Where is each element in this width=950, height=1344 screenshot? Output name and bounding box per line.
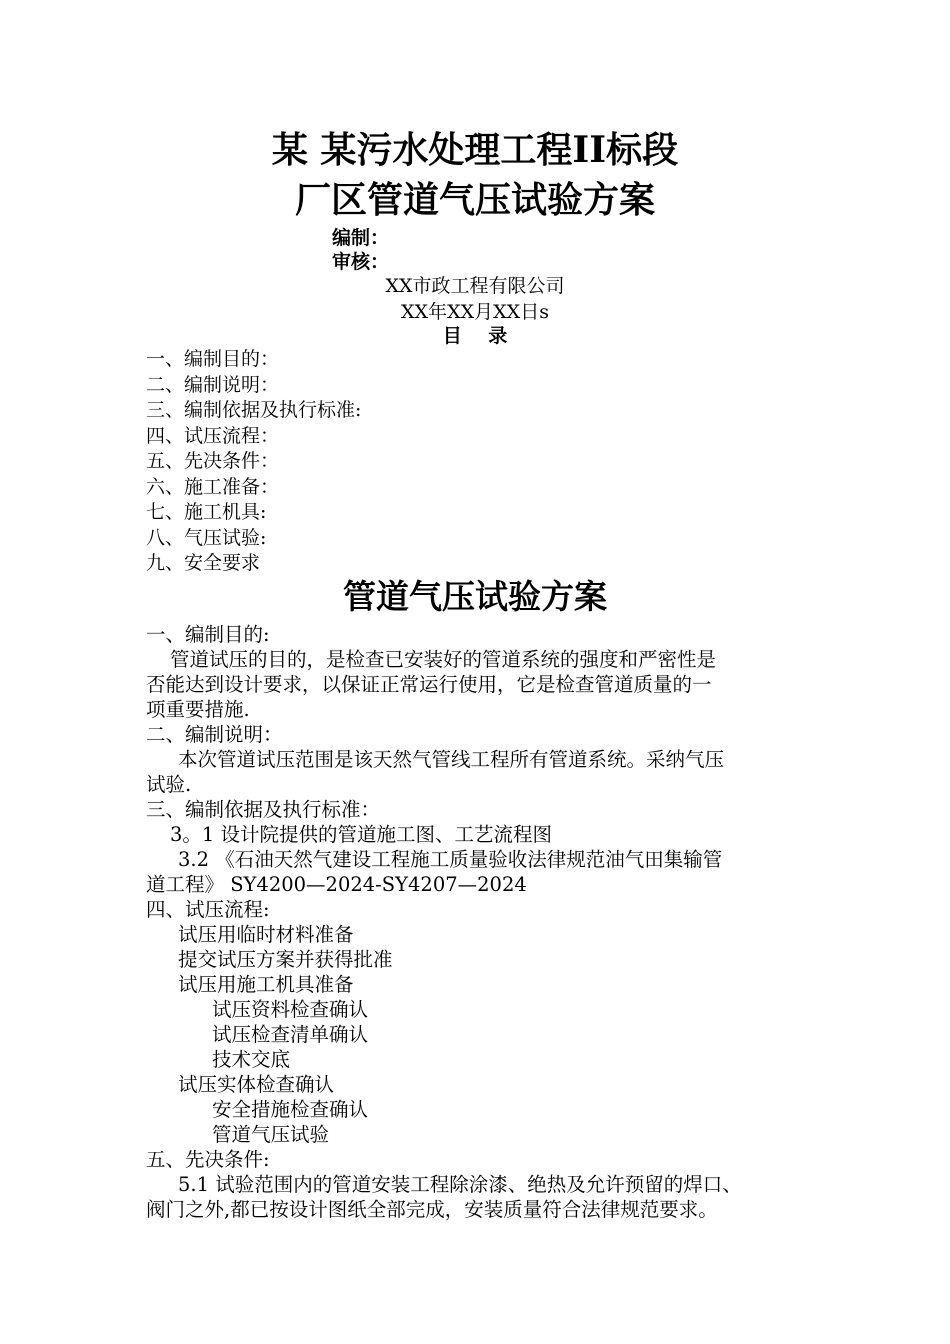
section-heading: 三、编制依据及执行标准： xyxy=(146,798,381,821)
paragraph-line: 试验. xyxy=(146,773,192,796)
paragraph-line: 否能达到设计要求，以保证正常运行使用，它是检查管道质量的一 xyxy=(146,673,712,696)
flow-step: 提交试压方案并获得批准 xyxy=(178,948,393,971)
prepared-by-label: 编制： xyxy=(332,227,390,249)
toc-item: 四、试压流程： xyxy=(146,424,280,447)
paragraph-line: 管道试压的目的，是检查已安装好的管道系统的强度和严密性是 xyxy=(170,648,717,671)
toc-item: 九、安全要求 xyxy=(146,552,261,574)
section-heading: 二、编制说明： xyxy=(146,723,283,746)
flow-step: 试压用施工机具准备 xyxy=(178,973,354,996)
paragraph-line: 5.1 试验范围内的管道安装工程除涂漆、绝热及允许预留的焊口、 xyxy=(178,1173,742,1196)
flow-step: 管道气压试验 xyxy=(212,1123,330,1146)
document-date: XX年XX月XX日s xyxy=(401,301,549,323)
document-title-line2: 厂区管道气压试验方案 xyxy=(294,179,655,221)
toc-item: 二、编制说明： xyxy=(146,373,280,396)
table-of-contents xyxy=(146,347,361,577)
section-heading: 五、先决条件: xyxy=(146,1148,270,1171)
toc-item: 八、气压试验: xyxy=(146,526,267,549)
toc-item: 五、先决条件： xyxy=(146,450,280,472)
toc-title: 目 录 xyxy=(442,325,508,347)
section-heading: 一、编制目的: xyxy=(146,623,270,646)
document-body xyxy=(146,622,816,1222)
toc-item: 七、施工机具: xyxy=(146,501,267,523)
flow-step: 试压资料检查确认 xyxy=(212,998,369,1021)
flow-step: 技术交底 xyxy=(212,1048,291,1071)
section-title: 管道气压试验方案 xyxy=(343,577,607,616)
list-item: 3。1 设计院提供的管道施工图、工艺流程图 xyxy=(170,823,553,846)
toc-item: 三、编制依据及执行标准: xyxy=(146,399,362,421)
flow-step: 试压检查清单确认 xyxy=(212,1023,369,1046)
list-item: 道工程》 SY4200—2024-SY4207—2024 xyxy=(146,873,527,896)
paragraph-line: 项重要措施. xyxy=(146,698,250,721)
flow-step: 安全措施检查确认 xyxy=(212,1098,369,1121)
list-item: 3.2 《石油天然气建设工程施工质量验收法律规范油气田集输管 xyxy=(178,848,723,871)
toc-item: 六、施工准备： xyxy=(146,475,280,498)
paragraph-line: 阀门之外,都已按设计图纸全部完成，安装质量符合法律规范要求。 xyxy=(146,1198,718,1221)
paragraph-line: 本次管道试压范围是该天然气管线工程所有管道系统。采纳气压 xyxy=(178,748,725,771)
section-heading: 四、试压流程: xyxy=(146,898,270,921)
document-title-line1: 某 某污水处理工程II标段 xyxy=(271,129,679,171)
reviewed-by-label: 审核： xyxy=(332,251,390,273)
flow-step: 试压实体检查确认 xyxy=(178,1073,335,1096)
toc-item: 一、编制目的： xyxy=(146,348,280,370)
flow-step: 试压用临时材料准备 xyxy=(178,923,354,946)
company-name: XX市政工程有限公司 xyxy=(385,275,565,297)
